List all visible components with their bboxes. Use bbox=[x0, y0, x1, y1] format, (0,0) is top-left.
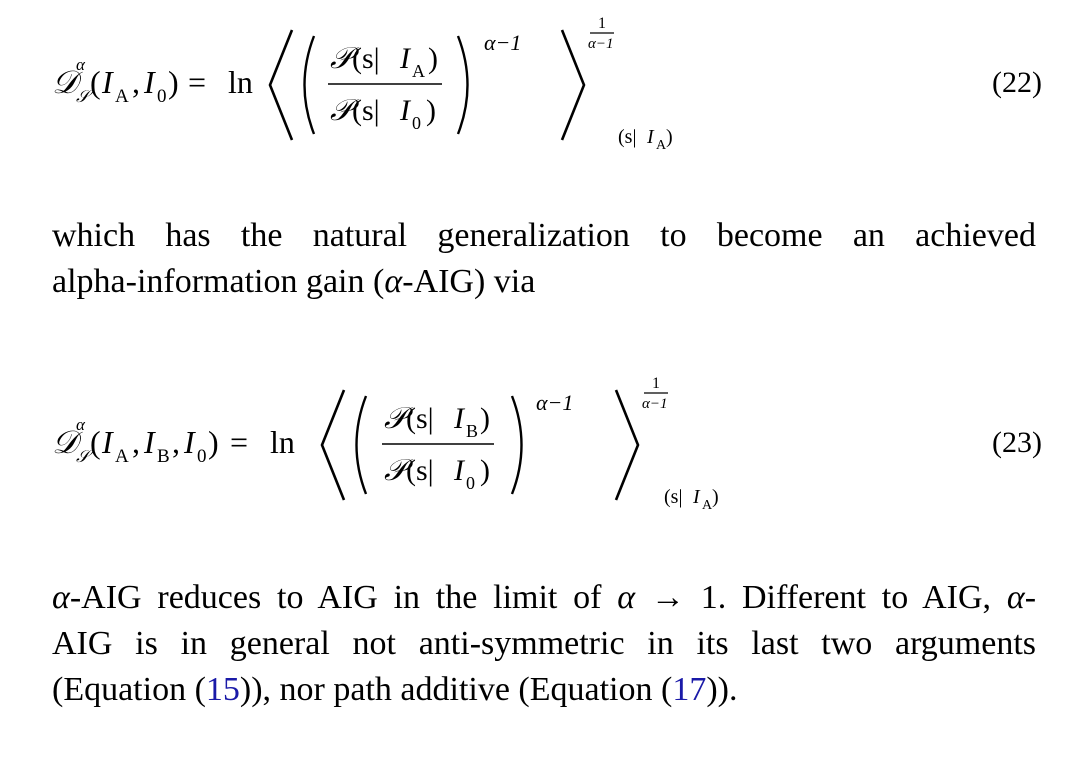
numerator-sub: A bbox=[412, 61, 425, 81]
denominator-base: I bbox=[400, 94, 410, 127]
paragraph-2-line-1 bbox=[52, 575, 1036, 621]
text-run: (Equation ( bbox=[52, 671, 206, 708]
ln-operator: ln bbox=[228, 64, 253, 100]
alpha-symbol: α bbox=[617, 579, 636, 616]
arg-1-base: I bbox=[102, 64, 113, 100]
equation-15-link[interactable]: 15 bbox=[205, 671, 240, 708]
left-angle-bracket bbox=[322, 390, 344, 500]
right-big-paren bbox=[512, 396, 522, 494]
alpha-symbol: α bbox=[52, 579, 70, 616]
s-subscript: 𝒮 bbox=[76, 87, 90, 106]
equals-sign: = bbox=[188, 64, 207, 100]
left-big-paren bbox=[305, 36, 315, 134]
arg-1-sub: A bbox=[115, 86, 129, 107]
equation-number-23: (23) bbox=[992, 426, 1042, 459]
avg-sub-sub: A bbox=[702, 498, 713, 513]
paragraph-2-line-2: AIG is in general not anti-symmetric in its last two arguments bbox=[52, 625, 1036, 662]
comma: , bbox=[132, 424, 140, 460]
avg-sub-close: ) bbox=[666, 126, 673, 148]
avg-sub-sub: A bbox=[656, 138, 667, 153]
arg-1-base: I bbox=[102, 424, 113, 460]
equation-23 bbox=[52, 360, 1042, 513]
text-run: -AIG) via bbox=[402, 263, 536, 300]
text-run: → 1. Different to AIG, bbox=[635, 579, 1007, 616]
alpha-symbol: α bbox=[1006, 579, 1025, 616]
denominator-open: (s| bbox=[406, 454, 434, 487]
avg-sub-base: I bbox=[647, 126, 654, 148]
s-subscript: 𝒮 bbox=[76, 447, 90, 466]
denominator-sub: 0 bbox=[466, 473, 475, 493]
text-run: - bbox=[1024, 579, 1037, 616]
outer-exp-numerator: 1 bbox=[652, 375, 660, 392]
paragraph-1-line-1: which has the natural generalization to become an achieved bbox=[52, 217, 1036, 254]
equation-22-formula bbox=[52, 0, 952, 160]
alpha-superscript: α bbox=[76, 415, 85, 434]
equation-17-link[interactable]: 17 bbox=[672, 671, 707, 708]
paren-open: ( bbox=[90, 64, 101, 100]
paren-close: ) bbox=[168, 64, 179, 100]
equation-23-formula bbox=[52, 360, 952, 520]
outer-exp-denominator: α−1 bbox=[588, 36, 614, 52]
text-run: )), nor path additive (Equation ( bbox=[239, 671, 673, 708]
ln-operator: ln bbox=[270, 424, 295, 460]
outer-exp-numerator: 1 bbox=[598, 15, 606, 32]
arg-2-sub: B bbox=[157, 446, 170, 467]
right-angle-bracket bbox=[616, 390, 638, 500]
outer-exp-denominator: α−1 bbox=[642, 396, 668, 412]
numerator-P: 𝒫 bbox=[330, 42, 352, 75]
paragraph-1-line-2 bbox=[52, 259, 1036, 305]
numerator-open: (s| bbox=[352, 42, 380, 75]
arg-2-base: I bbox=[144, 64, 155, 100]
avg-sub-open: (s| bbox=[664, 486, 683, 508]
avg-sub-base: I bbox=[693, 486, 700, 508]
avg-sub-close: ) bbox=[712, 486, 719, 508]
comma: , bbox=[132, 64, 140, 100]
paren-open: ( bbox=[90, 424, 101, 460]
power-exponent: α−1 bbox=[484, 30, 522, 55]
paragraph-1 bbox=[52, 213, 1036, 305]
numerator-open: (s| bbox=[406, 402, 434, 435]
denominator-open: (s| bbox=[352, 94, 380, 127]
equation-number-22: (22) bbox=[992, 66, 1042, 99]
numerator-sub: B bbox=[466, 421, 479, 441]
denominator-close: ) bbox=[426, 94, 436, 127]
comma: , bbox=[172, 424, 180, 460]
left-big-paren bbox=[357, 396, 367, 494]
text-run: )). bbox=[706, 671, 738, 708]
arg-2-base: I bbox=[144, 424, 155, 460]
arg-2-sub: 0 bbox=[157, 86, 167, 107]
numerator-close: ) bbox=[428, 42, 438, 75]
arg-3-base: I bbox=[184, 424, 195, 460]
alpha-symbol: α bbox=[384, 263, 403, 300]
divergence-symbol: 𝒟 bbox=[52, 64, 78, 100]
left-angle-bracket bbox=[270, 30, 292, 140]
numerator-P: 𝒫 bbox=[384, 402, 406, 435]
right-angle-bracket bbox=[562, 30, 584, 140]
denominator-P: 𝒫 bbox=[330, 94, 352, 127]
divergence-symbol: 𝒟 bbox=[52, 424, 78, 460]
equals-sign: = bbox=[230, 424, 249, 460]
numerator-close: ) bbox=[480, 402, 490, 435]
paragraph-2-line-3 bbox=[52, 667, 1036, 713]
arg-3-sub: 0 bbox=[197, 446, 207, 467]
equation-22 bbox=[52, 0, 1042, 153]
text-run: alpha-information gain ( bbox=[52, 263, 385, 300]
paragraph-2 bbox=[52, 575, 1036, 713]
denominator-sub: 0 bbox=[412, 113, 421, 133]
right-big-paren bbox=[458, 36, 468, 134]
numerator-base: I bbox=[454, 402, 464, 435]
numerator-base: I bbox=[400, 42, 410, 75]
denominator-P: 𝒫 bbox=[384, 454, 406, 487]
denominator-close: ) bbox=[480, 454, 490, 487]
denominator-base: I bbox=[454, 454, 464, 487]
alpha-superscript: α bbox=[76, 55, 85, 74]
text-run: -AIG reduces to AIG in the limit of bbox=[69, 579, 618, 616]
paren-close: ) bbox=[208, 424, 219, 460]
arg-1-sub: A bbox=[115, 446, 129, 467]
power-exponent: α−1 bbox=[536, 390, 574, 415]
avg-sub-open: (s| bbox=[618, 126, 637, 148]
